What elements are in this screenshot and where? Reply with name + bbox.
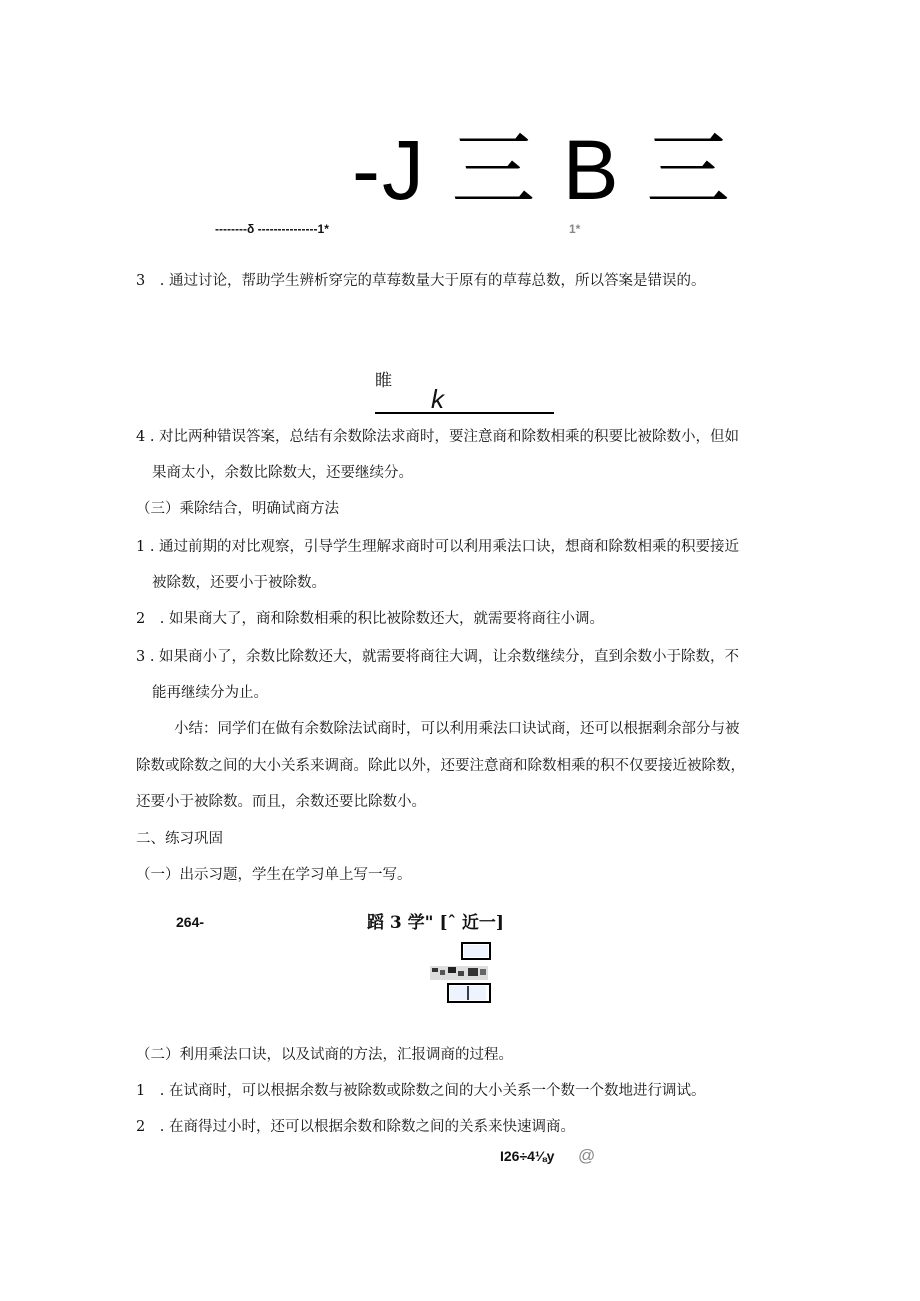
section-3-item-2: 2 . 如果商大了，商和除数相乘的积比被除数还大，就需要将商往小调。: [136, 611, 604, 627]
summary-line3: 还要小于被除数。而且，余数还要比除数小。: [136, 794, 426, 810]
top-figure-big-text: -J 三 B 三: [352, 123, 733, 217]
part-2-sub-2: （二）利用乘法口诀，以及试商的方法，汇报调商的过程。: [136, 1047, 513, 1063]
section-3-item-1-line2: 被除数，还要小于被除数。: [152, 575, 326, 591]
part-2-sub-1: （一）出示习题，学生在学习单上写一写。: [136, 867, 412, 883]
item-3-text: 3 . 通过讨论，帮助学生辨析穿完的草莓数量大于原有的草莓总数，所以答案是错误的。: [136, 273, 706, 289]
section-3-title: （三）乘除结合，明确试商方法: [136, 501, 339, 517]
section-3-item-1-line1: 1 . 通过前期的对比观察，引导学生理解求商时可以利用乘法口诀，想商和除数相乘的积要接近: [136, 539, 740, 555]
bottom-at-sign: @: [578, 1146, 596, 1165]
top-figure-gray-mark: 1*: [569, 222, 581, 236]
top-figure-dash-line: --------δ ---------------1*: [215, 222, 329, 236]
exercise-left-label: 264-: [176, 914, 205, 930]
bottom-expression: I26÷4⅛y: [500, 1148, 555, 1164]
section-3-item-3-line1: 3 . 如果商小了，余数比除数还大，就需要将商往大调，让余数继续分，直到余数小于除数，不: [136, 649, 740, 665]
underline-right: [444, 386, 554, 414]
part-2-item-1: 1 . 在试商时，可以根据余数与被除数或除数之间的大小关系一个数一个数地进行调试。: [136, 1083, 706, 1099]
exercise-thumbnail: [428, 942, 494, 1004]
exercise-thumbnail-graphic: [428, 942, 494, 1004]
item-4-line2: 果商太小，余数比除数大，还要继续分。: [152, 465, 413, 481]
summary-line1: 小结：同学们在做有余数除法试商时，可以利用乘法口诀试商，还可以根据剩余部分与被: [174, 721, 740, 737]
mid-figure-letter: k: [431, 384, 444, 414]
part-2-item-2: 2 . 在商得过小时，还可以根据余数和除数之间的关系来快速调商。: [136, 1119, 575, 1135]
part-2-title: 二、练习巩固: [136, 831, 223, 847]
mid-figure-char: 睢: [375, 371, 392, 391]
section-3-item-3-line2: 能再继续分为止。: [152, 685, 268, 701]
exercise-caption: 蹈 3 学" [ˆ 近一]: [367, 913, 504, 933]
underline-left: [375, 386, 431, 414]
summary-line2: 除数或除数之间的大小关系来调商。除此以外，还要注意商和除数相乘的积不仅要接近被除数，: [136, 758, 745, 774]
item-4-line1: 4 . 对比两种错误答案，总结有余数除法求商时，要注意商和除数相乘的积要比被除数小，但如: [136, 429, 740, 445]
mid-figure-underline: [375, 386, 554, 414]
